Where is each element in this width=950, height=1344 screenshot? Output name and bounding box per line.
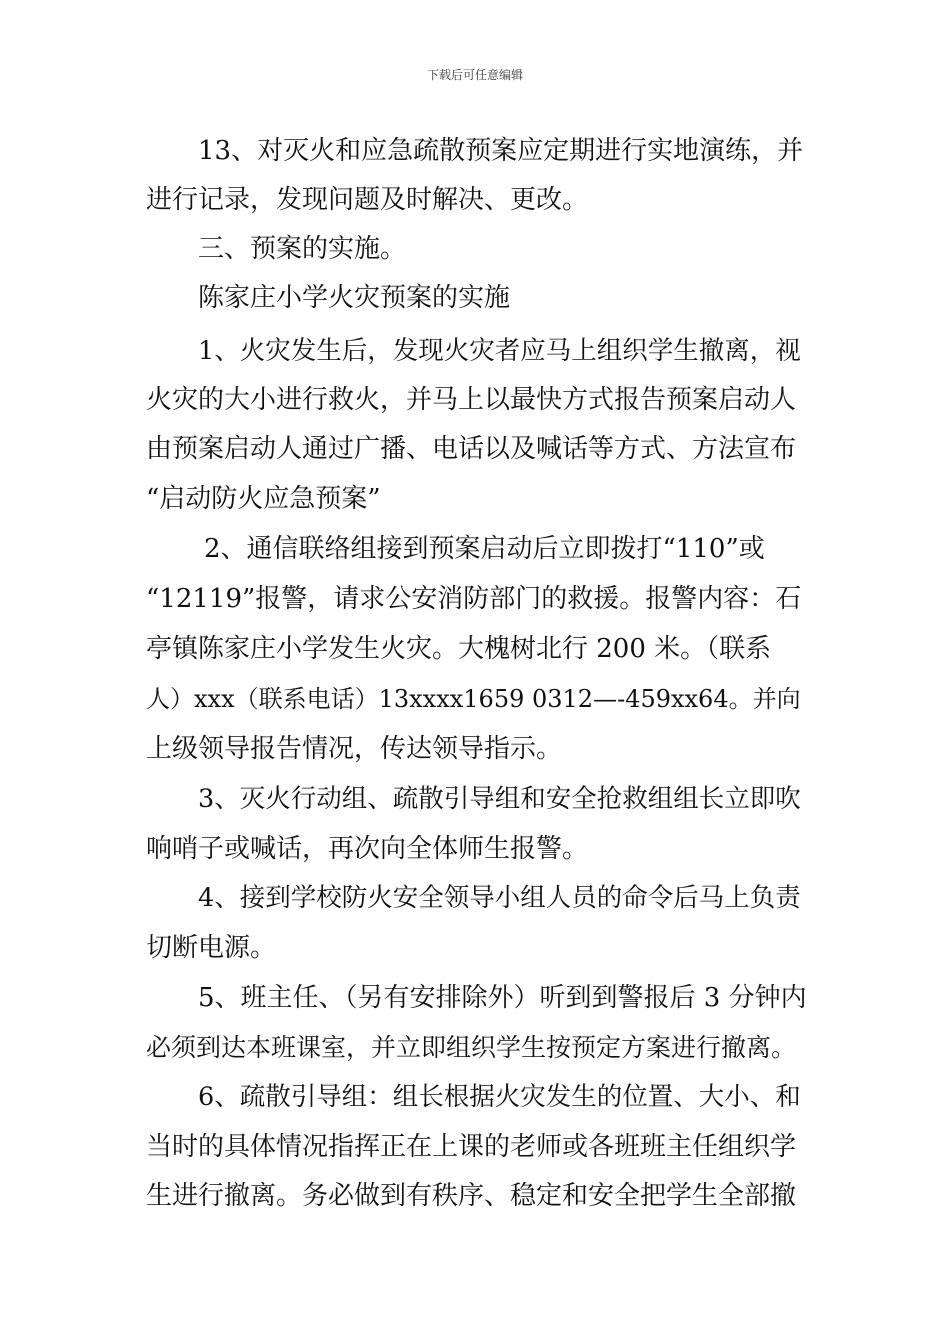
body-line: 生进行撤离。务必做到有秩序、稳定和安全把学生全部撤 [146,1181,797,1211]
body-line: 人）xxx（联系电话）13xxxx1659 0312—-459xx64。并向 [146,685,801,713]
body-line: “启动防火应急预案” [146,484,381,514]
body-line: 3、灭火行动组、疏散引导组和安全抢救组组长立即吹 [198,784,801,814]
body-line: 火灾的大小进行救火，并马上以最快方式报告预案启动人 [146,385,797,415]
body-line: “12119”报警，请求公安消防部门的救援。报警内容：石 [146,584,802,614]
subheading: 陈家庄小学火灾预案的实施 [198,283,511,313]
body-line: 2、通信联络组接到预案启动后立即拨打“110”或 [204,534,765,564]
body-line: 进行记录，发现问题及时解决、更改。 [146,185,589,215]
body-line: 5、班主任、（另有安排除外）听到到警报后 3 分钟内 [198,983,807,1013]
body-line: 响哨子或喊话，再次向全体师生报警。 [146,834,589,864]
body-line: 上级领导报告情况，传达领导指示。 [146,734,563,764]
body-line: 必须到达本班课室，并立即组织学生按预定方案进行撤离。 [146,1033,797,1062]
body-line: 亭镇陈家庄小学发生火灾。大槐树北行 200 米。（联系 [146,634,772,664]
body-line: 当时的具体情况指挥正在上课的老师或各班班主任组织学 [146,1132,797,1162]
section-heading: 三、预案的实施。 [198,234,407,264]
body-line: 切断电源。 [146,933,277,963]
page-header: 下载后可任意编辑 [426,68,523,82]
body-line: 1、火灾发生后，发现火灾者应马上组织学生撤离，视 [198,336,801,366]
body-line: 6、疏散引导组：组长根据火灾发生的位置、大小、和 [198,1082,801,1112]
body-line: 4、接到学校防火安全领导小组人员的命令后马上负责 [198,883,801,913]
body-line: 由预案启动人通过广播、电话以及喊话等方式、方法宣布 [146,434,797,464]
body-line: 13、对灭火和应急疏散预案应定期进行实地演练，并 [198,136,804,166]
